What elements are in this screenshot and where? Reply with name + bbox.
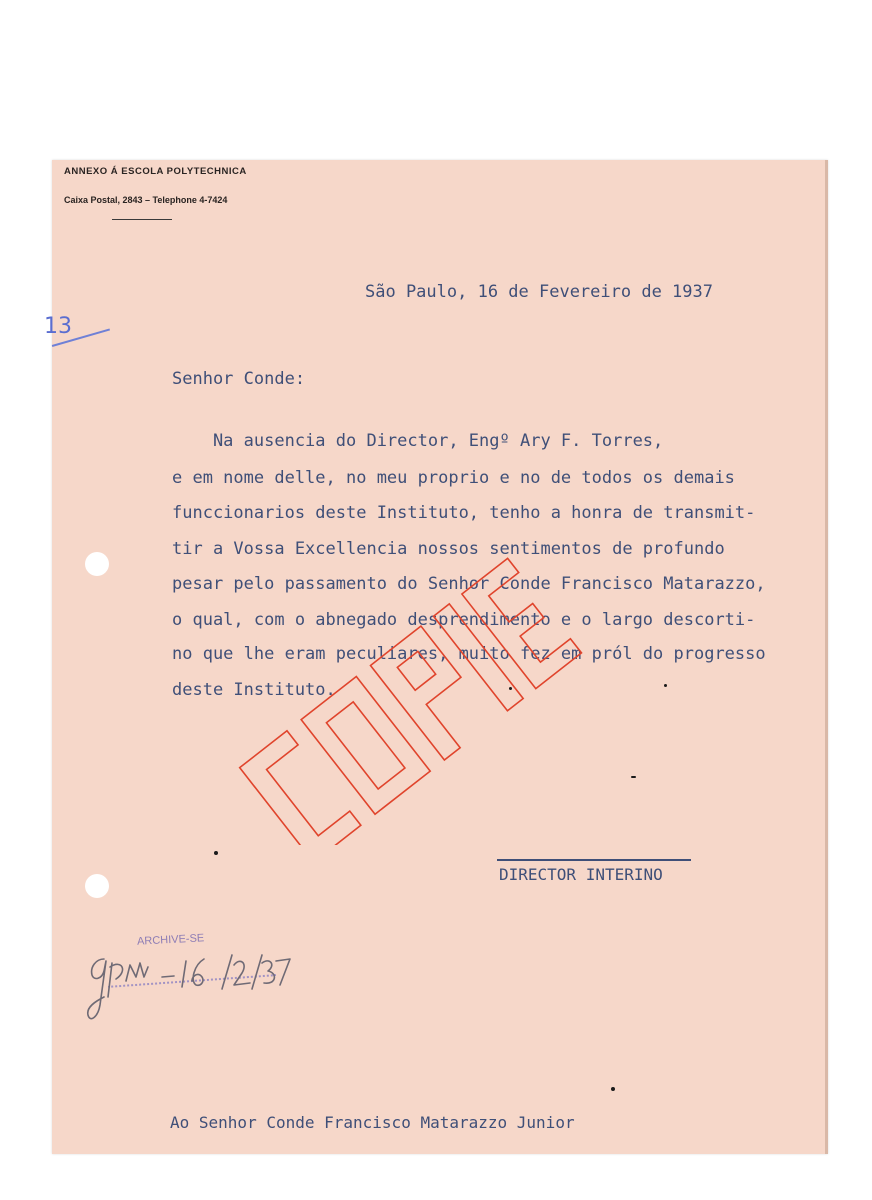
punch-hole-top <box>85 552 109 576</box>
body-line: no que lhe eram peculiares, muito fez em pról do progresso <box>172 644 766 664</box>
salutation: Senhor Conde: <box>172 369 306 389</box>
margin-page-number: 13 <box>44 314 72 339</box>
letterhead-contact: Caixa Postal, 2843 – Telephone 4-7424 <box>64 195 228 205</box>
ink-speck <box>664 684 667 687</box>
date-line: São Paulo, 16 de Fevereiro de 1937 <box>365 282 713 302</box>
body-line: e em nome delle, no meu proprio e no de todos os demais <box>172 468 735 488</box>
body-line: o qual, com o abnegado desprendimento e o largo descorti- <box>172 610 756 630</box>
ink-speck <box>214 851 218 855</box>
paper-edge <box>825 160 828 1154</box>
body-line: deste Instituto. <box>172 680 336 700</box>
letterhead-rule <box>112 219 172 220</box>
signature-title: DIRECTOR INTERINO <box>499 865 663 884</box>
letterhead-institution: ANNEXO Á ESCOLA POLYTECHNICA <box>64 166 247 177</box>
body-line: tir a Vossa Excellencia nossos sentimentos de profundo <box>172 539 725 559</box>
ink-speck <box>509 687 512 690</box>
copie-stamp <box>215 515 635 845</box>
ink-speck <box>611 1087 615 1091</box>
punch-hole-bottom <box>85 874 109 898</box>
body-line: pesar pelo passamento do Senhor Conde Francisco Matarazzo, <box>172 574 766 594</box>
addressee-line: Ao Senhor Conde Francisco Matarazzo Junior <box>170 1113 575 1132</box>
body-line: Na ausencia do Director, Engº Ary F. Torres, <box>172 431 664 451</box>
archive-handwriting <box>82 945 292 1030</box>
ink-speck <box>631 776 636 778</box>
body-line: funccionarios deste Instituto, tenho a honra de transmit- <box>172 503 756 523</box>
signature-rule <box>497 859 691 861</box>
archive-stamp: ARCHIVE-SE <box>136 932 205 948</box>
